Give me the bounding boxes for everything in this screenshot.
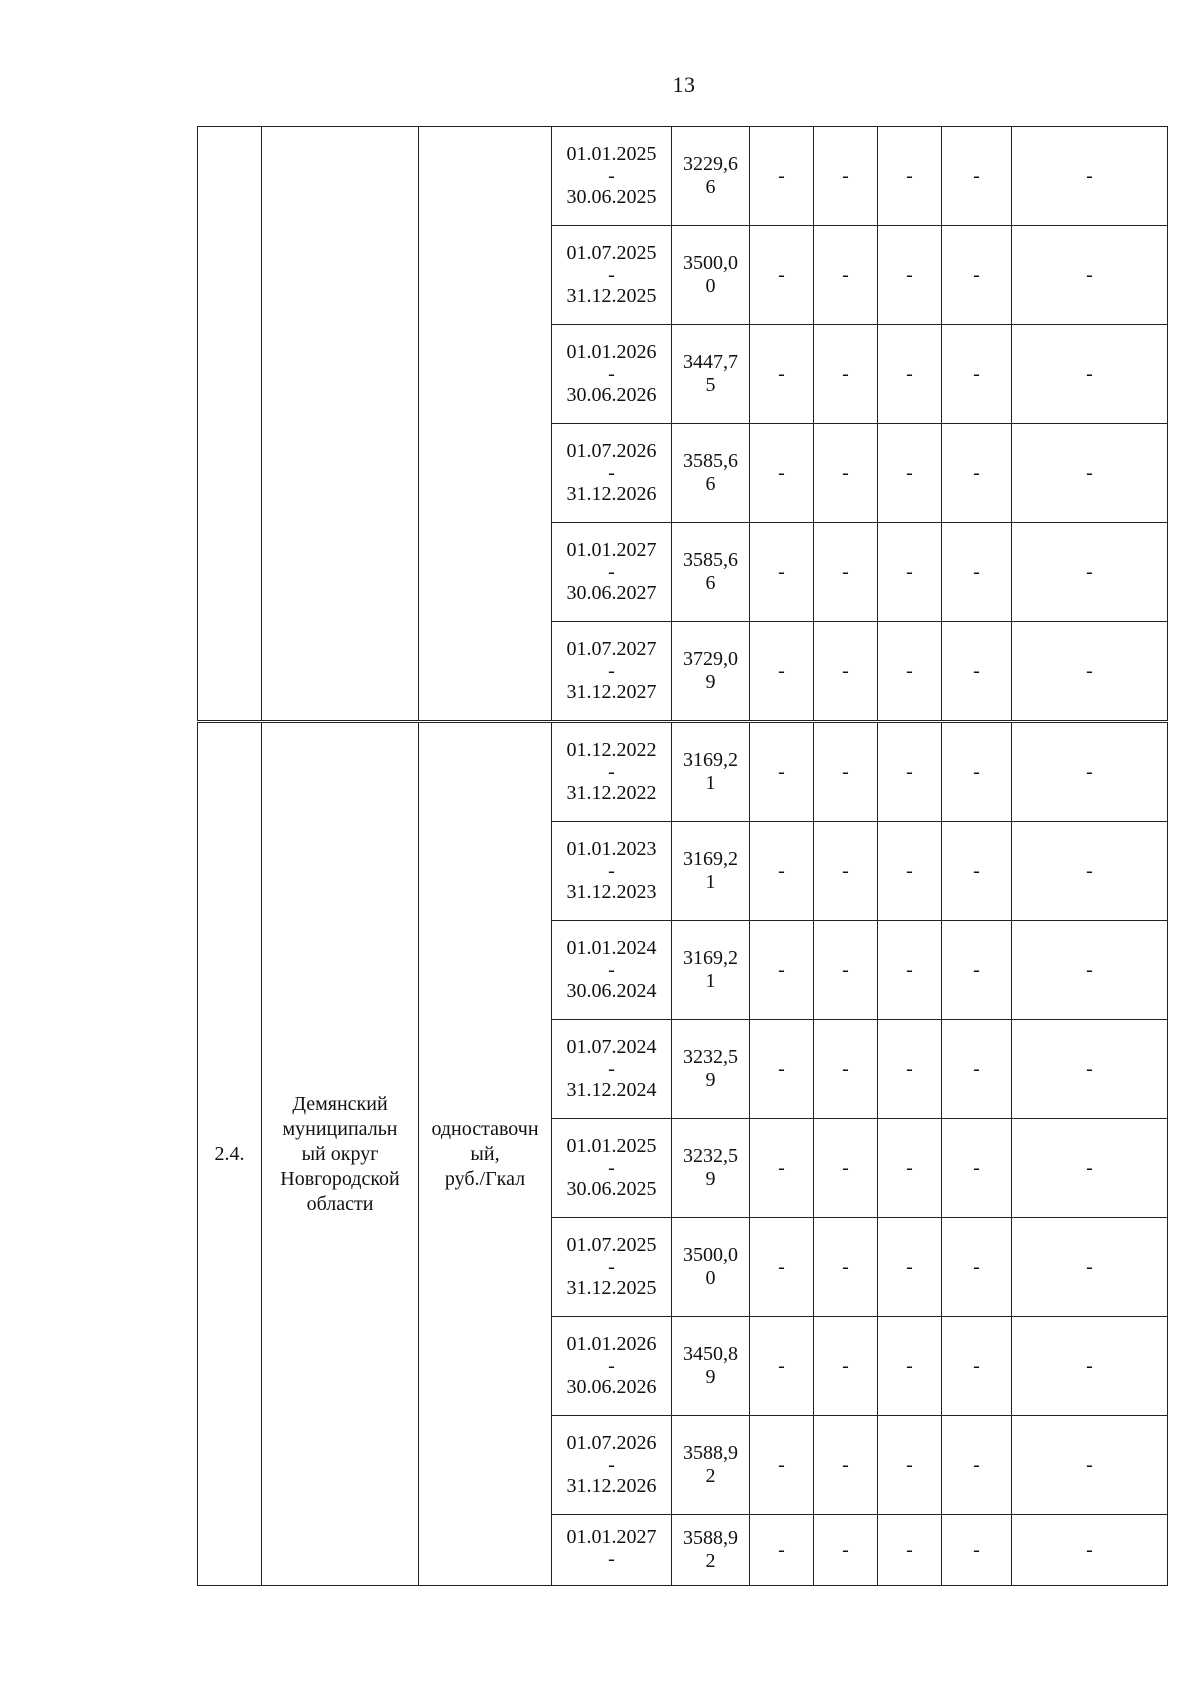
period-cell bbox=[552, 226, 672, 325]
period-separator: - bbox=[608, 561, 615, 583]
empty-value-cell: - bbox=[878, 424, 942, 523]
period-separator: - bbox=[608, 363, 615, 385]
period-start: 01.07.2026 bbox=[566, 440, 657, 462]
period-end: 31.12.2022 bbox=[566, 782, 657, 804]
tariff-value-cell bbox=[672, 723, 750, 822]
empty-value-cell: - bbox=[878, 921, 942, 1020]
empty-value-cell: - bbox=[750, 523, 814, 622]
tariff-value-cell bbox=[672, 325, 750, 424]
empty-value-cell: - bbox=[814, 325, 878, 424]
tariff-value-line-1: 3447,7 bbox=[683, 351, 738, 373]
tariff-unit-line: руб./Гкал bbox=[444, 1167, 526, 1190]
tariff-value-line-1: 3169,2 bbox=[683, 749, 738, 771]
period-start: 01.07.2025 bbox=[566, 1234, 657, 1256]
empty-value-cell: - bbox=[750, 424, 814, 523]
tariff-value-line-1: 3450,8 bbox=[683, 1343, 738, 1365]
tariff-table-block-b bbox=[197, 722, 1168, 1586]
period-start: 01.12.2022 bbox=[566, 739, 657, 761]
period-end: 31.12.2024 bbox=[566, 1079, 657, 1101]
tariff-value-line-2: 9 bbox=[705, 1168, 716, 1190]
empty-value-cell: - bbox=[942, 1218, 1012, 1317]
tariff-value-line-1: 3232,5 bbox=[683, 1145, 738, 1167]
empty-value-cell: - bbox=[750, 1218, 814, 1317]
period-end: 30.06.2026 bbox=[566, 1376, 657, 1398]
period-start: 01.07.2025 bbox=[566, 242, 657, 264]
empty-value-cell: - bbox=[750, 921, 814, 1020]
empty-value-cell: - bbox=[814, 523, 878, 622]
empty-value-cell: - bbox=[750, 822, 814, 921]
empty-value-cell: - bbox=[942, 723, 1012, 822]
period-cell bbox=[552, 1020, 672, 1119]
period-start: 01.01.2025 bbox=[566, 143, 657, 165]
period-cell bbox=[552, 921, 672, 1020]
tariff-value-cell bbox=[672, 1416, 750, 1515]
period-start: 01.01.2025 bbox=[566, 1135, 657, 1157]
empty-value-cell: - bbox=[814, 1317, 878, 1416]
tariff-value-cell bbox=[672, 1020, 750, 1119]
period-cell bbox=[552, 127, 672, 226]
tariff-table-block-a bbox=[197, 126, 1168, 721]
tariff-value-line-2: 1 bbox=[705, 871, 716, 893]
empty-value-cell: - bbox=[878, 1515, 942, 1586]
empty-value-cell: - bbox=[750, 1515, 814, 1586]
period-end: 31.12.2026 bbox=[566, 483, 657, 505]
period-separator: - bbox=[608, 462, 615, 484]
empty-value-cell: - bbox=[1012, 226, 1168, 325]
tariff-value-line-1: 3169,2 bbox=[683, 947, 738, 969]
municipality-name-line: Демянский bbox=[292, 1092, 388, 1115]
period-separator: - bbox=[608, 1256, 615, 1278]
tariff-value-cell bbox=[672, 226, 750, 325]
period-cell bbox=[552, 1515, 672, 1586]
tariff-value-line-2: 2 bbox=[705, 1465, 716, 1487]
period-separator: - bbox=[608, 165, 615, 187]
tariff-value-line-1: 3500,0 bbox=[683, 1244, 738, 1266]
number-cell bbox=[198, 127, 262, 721]
empty-value-cell: - bbox=[942, 1416, 1012, 1515]
tariff-value-cell bbox=[672, 1218, 750, 1317]
tariff-value-line-2: 6 bbox=[705, 572, 716, 594]
empty-value-cell: - bbox=[942, 1119, 1012, 1218]
period-start: 01.01.2027 bbox=[566, 539, 657, 561]
period-cell bbox=[552, 325, 672, 424]
empty-value-cell: - bbox=[1012, 325, 1168, 424]
empty-value-cell: - bbox=[942, 325, 1012, 424]
period-end: 30.06.2025 bbox=[566, 1178, 657, 1200]
empty-value-cell: - bbox=[814, 1218, 878, 1317]
empty-value-cell: - bbox=[878, 822, 942, 921]
period-cell bbox=[552, 723, 672, 822]
tariff-value-line-1: 3588,9 bbox=[683, 1442, 738, 1464]
tariff-unit-cell bbox=[419, 723, 552, 1586]
municipality-name-line: ый округ bbox=[301, 1142, 379, 1165]
empty-value-cell: - bbox=[1012, 822, 1168, 921]
tariff-value-line-2: 2 bbox=[705, 1550, 716, 1572]
empty-value-cell: - bbox=[1012, 523, 1168, 622]
empty-value-cell: - bbox=[814, 1515, 878, 1586]
empty-value-cell: - bbox=[814, 1020, 878, 1119]
period-start: 01.07.2027 bbox=[566, 638, 657, 660]
table-row bbox=[198, 723, 1168, 822]
empty-value-cell: - bbox=[1012, 127, 1168, 226]
tariff-value-cell bbox=[672, 622, 750, 721]
period-cell bbox=[552, 1119, 672, 1218]
empty-value-cell: - bbox=[814, 822, 878, 921]
tariff-value-line-1: 3588,9 bbox=[683, 1527, 738, 1549]
page-number: 13 bbox=[672, 72, 696, 97]
period-end: 30.06.2024 bbox=[566, 980, 657, 1002]
period-cell bbox=[552, 1416, 672, 1515]
empty-value-cell: - bbox=[814, 1119, 878, 1218]
tariff-value-cell bbox=[672, 921, 750, 1020]
empty-value-cell: - bbox=[814, 424, 878, 523]
municipality-name-cell bbox=[262, 723, 419, 1586]
tariff-value-line-1: 3229,6 bbox=[683, 153, 738, 175]
period-cell bbox=[552, 622, 672, 721]
empty-value-cell: - bbox=[1012, 921, 1168, 1020]
empty-value-cell: - bbox=[878, 1020, 942, 1119]
empty-value-cell: - bbox=[878, 1218, 942, 1317]
tariff-value-line-2: 1 bbox=[705, 772, 716, 794]
period-end: 31.12.2025 bbox=[566, 285, 657, 307]
tariff-value-line-2: 1 bbox=[705, 970, 716, 992]
empty-value-cell: - bbox=[750, 127, 814, 226]
tariff-value-cell bbox=[672, 523, 750, 622]
period-end: 30.06.2027 bbox=[566, 582, 657, 604]
empty-value-cell: - bbox=[1012, 1020, 1168, 1119]
tariff-value-cell bbox=[672, 1119, 750, 1218]
tariff-value-line-2: 6 bbox=[705, 473, 716, 495]
empty-value-cell: - bbox=[814, 127, 878, 226]
tariff-value-line-2: 6 bbox=[705, 176, 716, 198]
empty-value-cell: - bbox=[1012, 1416, 1168, 1515]
empty-value-cell: - bbox=[942, 822, 1012, 921]
table-row bbox=[198, 127, 1168, 226]
tariff-unit-line: одноставочн bbox=[431, 1117, 539, 1140]
municipality-name-line: Новгородской bbox=[280, 1167, 400, 1190]
period-separator: - bbox=[608, 959, 615, 981]
empty-value-cell: - bbox=[878, 127, 942, 226]
tariff-value-line-2: 0 bbox=[705, 275, 716, 297]
unit-cell bbox=[419, 127, 552, 721]
empty-value-cell: - bbox=[942, 1515, 1012, 1586]
empty-value-cell: - bbox=[878, 723, 942, 822]
period-start: 01.01.2023 bbox=[566, 838, 657, 860]
period-cell bbox=[552, 822, 672, 921]
empty-value-cell: - bbox=[942, 523, 1012, 622]
period-end: 30.06.2025 bbox=[566, 186, 657, 208]
empty-value-cell: - bbox=[878, 523, 942, 622]
empty-value-cell: - bbox=[942, 921, 1012, 1020]
empty-value-cell: - bbox=[1012, 1119, 1168, 1218]
period-separator: - bbox=[608, 761, 615, 783]
tariff-value-cell bbox=[672, 1515, 750, 1586]
empty-value-cell: - bbox=[1012, 723, 1168, 822]
period-start: 01.01.2026 bbox=[566, 341, 657, 363]
tariff-unit-line: ый, bbox=[470, 1142, 500, 1165]
empty-value-cell: - bbox=[942, 226, 1012, 325]
empty-value-cell: - bbox=[1012, 1317, 1168, 1416]
empty-value-cell: - bbox=[750, 1317, 814, 1416]
empty-value-cell: - bbox=[942, 622, 1012, 721]
tariff-value-line-2: 9 bbox=[705, 1366, 716, 1388]
tariff-value-cell bbox=[672, 127, 750, 226]
empty-value-cell: - bbox=[878, 622, 942, 721]
period-separator: - bbox=[608, 1547, 615, 1570]
period-start: 01.01.2026 bbox=[566, 1333, 657, 1355]
period-cell bbox=[552, 1218, 672, 1317]
period-cell bbox=[552, 523, 672, 622]
period-separator: - bbox=[608, 1454, 615, 1476]
empty-value-cell: - bbox=[814, 226, 878, 325]
empty-value-cell: - bbox=[750, 723, 814, 822]
item-number: 2.4. bbox=[214, 1143, 245, 1165]
period-end: 31.12.2027 bbox=[566, 681, 657, 703]
period-end: 31.12.2023 bbox=[566, 881, 657, 903]
municipality-name-line: области bbox=[306, 1192, 374, 1215]
period-end: 30.06.2026 bbox=[566, 384, 657, 406]
period-separator: - bbox=[608, 1157, 615, 1179]
empty-value-cell: - bbox=[1012, 1218, 1168, 1317]
municipality-name-line: муниципальн bbox=[282, 1117, 398, 1140]
empty-value-cell: - bbox=[878, 1317, 942, 1416]
tariff-value-line-1: 3729,0 bbox=[683, 648, 738, 670]
empty-value-cell: - bbox=[814, 921, 878, 1020]
empty-value-cell: - bbox=[1012, 622, 1168, 721]
empty-value-cell: - bbox=[942, 1317, 1012, 1416]
period-end: 31.12.2026 bbox=[566, 1475, 657, 1497]
tariff-value-line-2: 9 bbox=[705, 671, 716, 693]
period-start: 01.01.2027 bbox=[566, 1525, 657, 1548]
tariff-value-line-1: 3585,6 bbox=[683, 450, 738, 472]
empty-value-cell: - bbox=[750, 1119, 814, 1218]
empty-value-cell: - bbox=[750, 1020, 814, 1119]
period-end: 31.12.2025 bbox=[566, 1277, 657, 1299]
empty-value-cell: - bbox=[750, 1416, 814, 1515]
empty-value-cell: - bbox=[750, 622, 814, 721]
tariff-value-line-2: 5 bbox=[705, 374, 716, 396]
empty-value-cell: - bbox=[1012, 1515, 1168, 1586]
empty-value-cell: - bbox=[878, 1119, 942, 1218]
tariff-value-line-1: 3500,0 bbox=[683, 252, 738, 274]
empty-value-cell: - bbox=[1012, 424, 1168, 523]
tariff-value-cell bbox=[672, 1317, 750, 1416]
tariff-value-cell bbox=[672, 822, 750, 921]
period-start: 01.01.2024 bbox=[566, 937, 657, 959]
empty-value-cell: - bbox=[814, 723, 878, 822]
period-separator: - bbox=[608, 264, 615, 286]
period-start: 01.07.2026 bbox=[566, 1432, 657, 1454]
period-separator: - bbox=[608, 660, 615, 682]
tariff-value-line-2: 9 bbox=[705, 1069, 716, 1091]
empty-value-cell: - bbox=[750, 226, 814, 325]
empty-value-cell: - bbox=[942, 424, 1012, 523]
empty-value-cell: - bbox=[878, 226, 942, 325]
empty-value-cell: - bbox=[942, 1020, 1012, 1119]
empty-value-cell: - bbox=[878, 1416, 942, 1515]
period-start: 01.07.2024 bbox=[566, 1036, 657, 1058]
period-cell bbox=[552, 424, 672, 523]
tariff-value-line-1: 3169,2 bbox=[683, 848, 738, 870]
period-separator: - bbox=[608, 860, 615, 882]
tariff-value-line-2: 0 bbox=[705, 1267, 716, 1289]
period-separator: - bbox=[608, 1058, 615, 1080]
period-cell bbox=[552, 1317, 672, 1416]
tariff-value-cell bbox=[672, 424, 750, 523]
tariff-value-line-1: 3585,6 bbox=[683, 549, 738, 571]
empty-value-cell: - bbox=[942, 127, 1012, 226]
empty-value-cell: - bbox=[878, 325, 942, 424]
tariff-value-line-1: 3232,5 bbox=[683, 1046, 738, 1068]
name-cell bbox=[262, 127, 419, 721]
empty-value-cell: - bbox=[814, 1416, 878, 1515]
empty-value-cell: - bbox=[750, 325, 814, 424]
period-separator: - bbox=[608, 1355, 615, 1377]
empty-value-cell: - bbox=[814, 622, 878, 721]
item-number-cell bbox=[198, 723, 262, 1586]
